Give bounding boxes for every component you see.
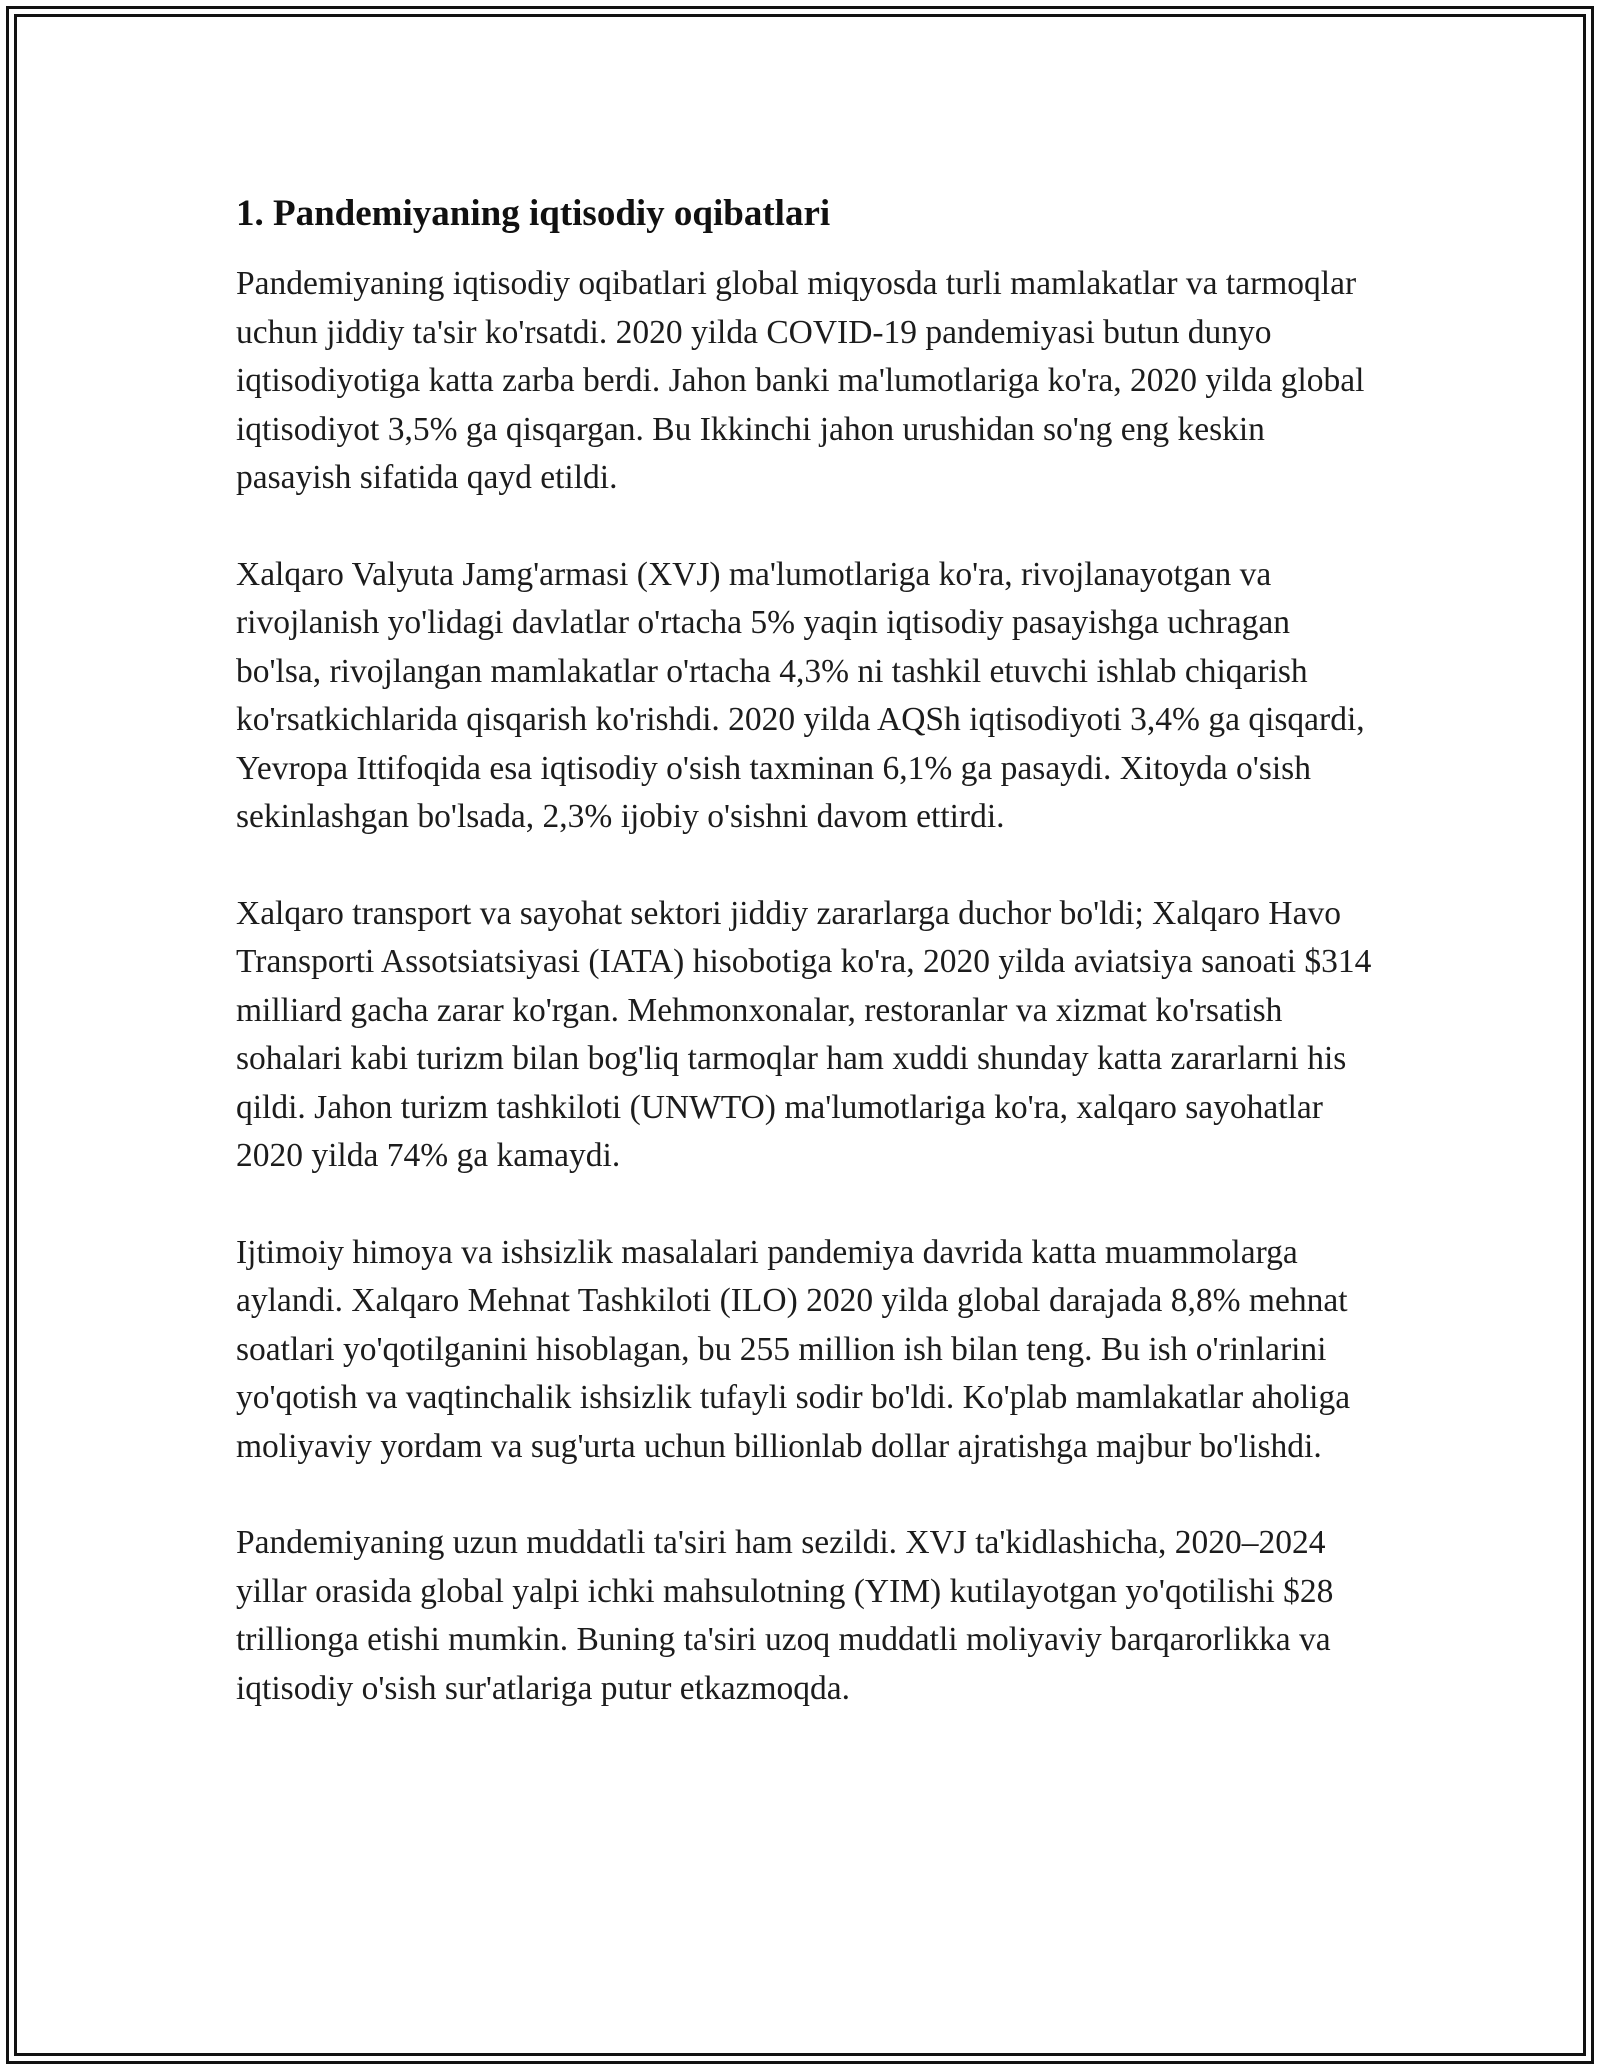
section-title: 1. Pandemiyaning iqtisodiy oqibatlari [236, 193, 831, 234]
document-body [236, 190, 1376, 1713]
paragraph-global-impact: Pandemiyaning iqtisodiy oqibatlari global miqyosda turli mamlakatlar va tarmoqlar uchun jiddiy ta'sir ko'rsatdi. 2020 yilda COVID-19 pandemiyasi butun dunyo iqtisodiyotiga katta zarba berdi. Jahon banki ma'lumotlariga ko'ra, 2020 yilda global iqtisodiyot 3,5% ga qisqargan. Bu Ikkinchi jahon urushidan so'ng eng keskin pasayish sifatida qayd etildi. [236, 265, 1365, 496]
paragraph-transport-tourism: Xalqaro transport va sayohat sektori jiddiy zararlarga duchor bo'ldi; Xalqaro Havo Transporti Assotsiatsiyasi (IATA) hisobotiga ko'ra, 2020 yilda aviatsiya sanoati $314 milliard gacha zarar ko'rgan. Mehmonxonalar, restoranlar va xizmat ko'rsatish sohalari kabi turizm bilan bog'liq tarmoqlar ham xuddi shunday katta zararlarni his qildi. Jahon turizm tashkiloti (UNWTO) ma'lumotlariga ko'ra, xalqaro sayohatlar 2020 yilda 74% ga kamaydi. [236, 894, 1372, 1174]
paragraph-imf-data: Xalqaro Valyuta Jamg'armasi (XVJ) ma'lumotlariga ko'ra, rivojlanayotgan va rivojlanish yo'lidagi davlatlar o'rtacha 5% yaqin iqtisodiy pasayishga uchragan bo'lsa, rivojlangan mamlakatlar o'rtacha 4,3% ni tashkil etuvchi ishlab chiqarish ko'rsatkichlarida qisqarish ko'rishdi. 2020 yilda AQSh iqtisodiyoti 3,4% ga qisqardi, Yevropa Ittifoqida esa iqtisodiy o'sish taxminan 6,1% ga pasaydi. Xitoyda o'sish sekinlashgan bo'lsada, 2,3% ijobiy o'sishni davom ettirdi. [236, 555, 1365, 835]
paragraph-unemployment: Ijtimoiy himoya va ishsizlik masalalari pandemiya davrida katta muammolarga aylandi. Xalqaro Mehnat Tashkiloti (ILO) 2020 yilda global darajada 8,8% mehnat soatlari yo'qotilganini hisoblagan, bu 255 million ish bilan teng. Bu ish o'rinlarini yo'qotish va vaqtinchalik ishsizlik tufayli sodir bo'ldi. Ko'plab mamlakatlar aholiga moliyaviy yordam va sug'urta uchun billionlab dollar ajratishga majbur bo'lishdi. [236, 1233, 1351, 1465]
paragraph-long-term: Pandemiyaning uzun muddatli ta'siri ham sezildi. XVJ ta'kidlashicha, 2020–2024 yillar orasida global yalpi ichki mahsulotning (YIM) kutilayotgan yo'qotilishi $28 trillionga etishi mumkin. Buning ta'siri uzoq muddatli moliyaviy barqarorlikka va iqtisodiy o'sish sur'atlariga putur etkazmoqda. [236, 1524, 1334, 1707]
